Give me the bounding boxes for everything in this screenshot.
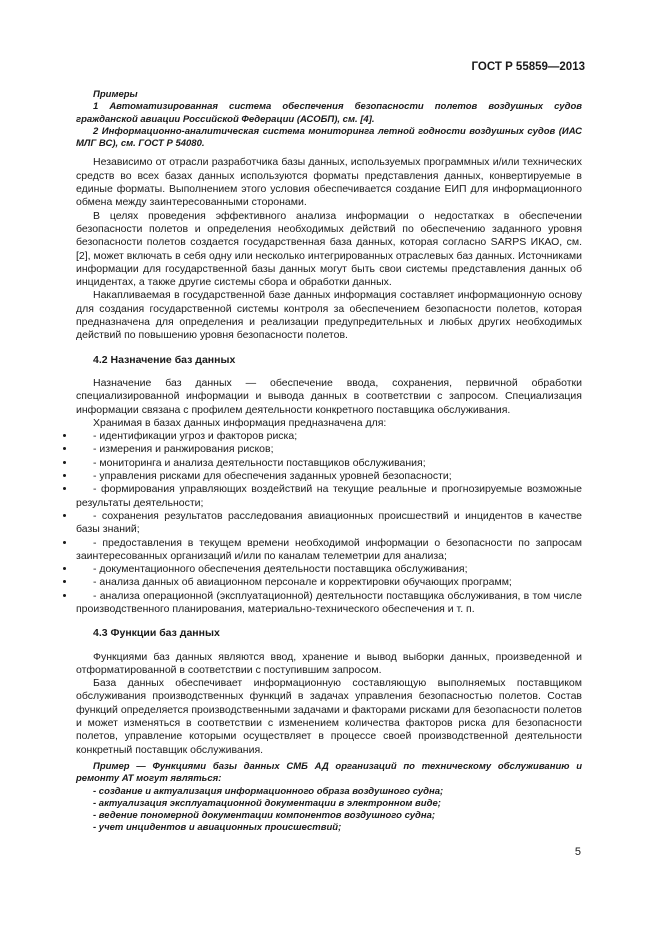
- function-example-item: - создание и актуализация информационного образа воздушного судна;: [93, 785, 444, 797]
- paragraph: Хранимая в базах данных информация предназначена для:: [93, 416, 387, 429]
- paragraph: Функциями баз данных являются ввод, хранение и вывод выборки данных, произведенной и отформатированной в соответствии с поступившим запросом.: [76, 650, 582, 676]
- paragraph: Независимо от отрасли разработчика базы данных, используемых программных и/или технических средств во всех базах данных используются форматы представления данных, конвертируемые в единые форматы. Выполнением этого условия обеспечивается создание ЕИП для информационного обмена между заинтересованными сторонами.: [76, 156, 582, 209]
- examples-title: Примеры: [93, 89, 138, 100]
- function-example-intro: Пример — Функциями базы данных СМБ АД организаций по техническому обслуживанию и ремонту АТ могут являться:: [76, 760, 582, 785]
- list-item: • - управления рисками для обеспечения заданных уровней безопасности;: [93, 470, 452, 483]
- function-example-item: - ведение пономерной документации компонентов воздушного судна;: [93, 810, 436, 822]
- list-item: • - формирования управляющих воздействий на текущие реальные и прогнозируемые возможные результаты деятельности;: [76, 483, 582, 509]
- list-item: • - предоставления в текущем времени необходимой информации о безопасности по запросам заинтересованных организаций и/или по каналам телеметрии для анализа;: [76, 536, 582, 562]
- page-content: [76, 89, 582, 835]
- list-item: • - измерения и ранжирования рисков;: [93, 443, 274, 456]
- function-example-item: - актуализация эксплуатационной документации в электронном виде;: [93, 797, 441, 809]
- paragraph: База данных обеспечивает информационную составляющую выполняемых поставщиком обслуживания производственных функций в задачах управления безопасностью полетов. Состав функций определяется производственными задачами и факторами рисками для безопасности полетов и может изменяться в соответствии с изменением количества факторов риска для безопасности полетов, управление которыми осуществляет в процессе своей производственной деятельности конкретный поставщик обслуживания.: [76, 677, 582, 756]
- example-item-2: 2 Информационно-аналитическая система мониторинга летной годности воздушных судов (ИАС МЛГ ВС), см. ГОСТ Р 54080.: [76, 125, 582, 150]
- list-item: • - анализа операционной (эксплуатационной) деятельности поставщика обслуживания, в том числе производственного планирования, материально-технического обеспечения и т. п.: [76, 589, 582, 615]
- list-item: • - анализа данных об авиационном персонале и корректировки обучающих программ;: [93, 576, 512, 589]
- standard-designation: ГОСТ Р 55859—2013: [471, 61, 585, 73]
- page-number: 5: [574, 846, 581, 858]
- section-heading-4-2: 4.2 Назначение баз данных: [93, 353, 236, 366]
- function-example-item: - учет инцидентов и авиационных происшествий;: [93, 822, 342, 834]
- paragraph: Назначение баз данных — обеспечение ввода, сохранения, первичной обработки специализированной информации и вывода данных в соответствии с запросом. Специализация информации связана с профилем деятельности конкретного поставщика обслуживания.: [76, 376, 582, 416]
- list-item: • - мониторинга и анализа деятельности поставщиков обслуживания;: [93, 456, 426, 469]
- list-item: • - идентификации угроз и факторов риска;: [93, 430, 298, 443]
- paragraph: Накапливаемая в государственной базе данных информация составляет информационную основу для создания государственной системы контроля за обеспечением безопасности полетов, которая предназначена для определения и реализации предупредительных и любых других необходимых действий по повышению уровня безопасности полетов.: [76, 289, 582, 342]
- purpose-list: [76, 430, 582, 616]
- example-item-1: 1 Автоматизированная система обеспечения безопасности полетов воздушных судов гражданской авиации Российской Федерации (АСОБП), см. [4].: [76, 101, 582, 125]
- list-item: • - документационного обеспечения деятельности поставщика обслуживания;: [93, 563, 468, 576]
- list-item: • - сохранения результатов расследования авиационных происшествий и инцидентов в качестве базы знаний;: [76, 509, 582, 536]
- paragraph: В целях проведения эффективного анализа информации о недостатках в обеспечении безопасности полетов и определения необходимых действий по обеспечению заданного уровня безопасности полетов создается государственная база данных, которая согласно SARPS ИКАО, см. [2], может включать в себя одну или несколько интегрированных отраслевых баз данных. Источниками информации для государственной базы данных могут быть свои системы представления данных об инцидентах, а также другие системы сбора и обработки данных.: [76, 209, 582, 289]
- section-heading-4-3: 4.3 Функции баз данных: [93, 627, 220, 640]
